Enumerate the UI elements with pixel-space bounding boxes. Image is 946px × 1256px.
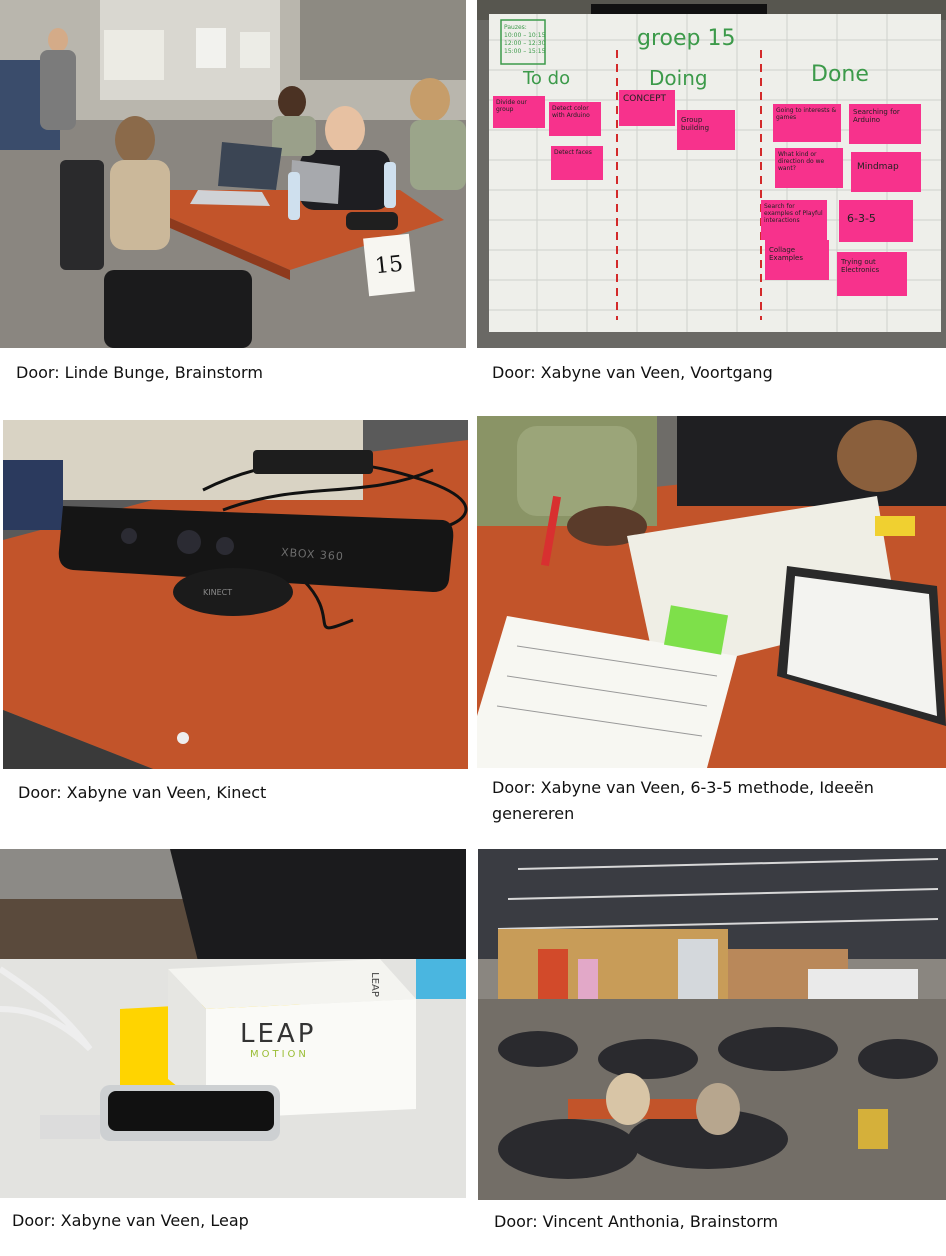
leap-box-side: LEAP: [368, 972, 380, 997]
sticky-note: Divide our group: [493, 96, 545, 128]
caption-photo-5: Door: Xabyne van Veen, Leap: [12, 1211, 249, 1230]
photo-leap-motion: [0, 849, 466, 1198]
column-header-doing: Doing: [649, 66, 708, 90]
caption-photo-4: Door: Xabyne van Veen, 6-3-5 methode, Ideeën genereren: [492, 778, 874, 823]
kinect-xbox-logo: XBOX 360: [280, 545, 345, 564]
sticky-note: 6-3-5: [839, 200, 913, 242]
table-number-card: 15: [363, 234, 415, 296]
photo-brainstorm-classroom: [0, 0, 466, 348]
pauzes-title: Pauzes:: [504, 24, 527, 31]
sticky-note: Detect faces: [551, 146, 603, 180]
photo-hall-brainstorm: [478, 849, 946, 1200]
board-pauzes: [504, 24, 545, 56]
column-header-todo: To do: [523, 68, 571, 89]
sticky-note: Going to interests & games: [773, 104, 841, 142]
sticky-note: Searching for Arduino: [849, 104, 921, 144]
sticky-note: Mindmap: [851, 152, 921, 192]
caption-photo-1: Door: Linde Bunge, Brainstorm: [16, 363, 263, 382]
photo-kinect: [3, 420, 468, 769]
photo-635-method: [477, 416, 946, 768]
pauzes-time: 15:00 – 15:15: [504, 48, 546, 55]
pauzes-time: 10:00 – 10:15: [504, 32, 546, 39]
sticky-note: CONCEPT: [619, 90, 675, 126]
photo-scrum-board: [477, 0, 946, 348]
sticky-note: Collage Examples: [765, 240, 829, 280]
sticky-note: Group building: [677, 110, 735, 150]
caption-photo-2: Door: Xabyne van Veen, Voortgang: [492, 363, 773, 382]
leap-box-sub: MOTION: [250, 1049, 309, 1060]
sticky-note: Trying out Electronics: [837, 252, 907, 296]
photo-5-scene: [0, 849, 466, 1198]
sticky-note: Search for examples of Playful interactions: [761, 200, 827, 240]
photo-4-scene: [477, 416, 946, 768]
column-header-done: Done: [811, 62, 869, 87]
board-title: groep 15: [637, 26, 736, 51]
photo-1-scene: [0, 0, 466, 348]
leap-box-brand: LEAP: [240, 1019, 317, 1049]
caption-photo-6: Door: Vincent Anthonia, Brainstorm: [494, 1212, 779, 1231]
photo-6-scene: [478, 849, 946, 1200]
sticky-note: What kind or direction do we want?: [775, 148, 843, 188]
caption-photo-3: Door: Xabyne van Veen, Kinect: [18, 783, 267, 802]
photo-3-scene: [3, 420, 468, 769]
sticky-note: Detect color with Arduino: [549, 102, 601, 136]
pauzes-time: 12:00 – 12:30: [504, 40, 546, 47]
kinect-base-label: KINECT: [203, 588, 233, 597]
